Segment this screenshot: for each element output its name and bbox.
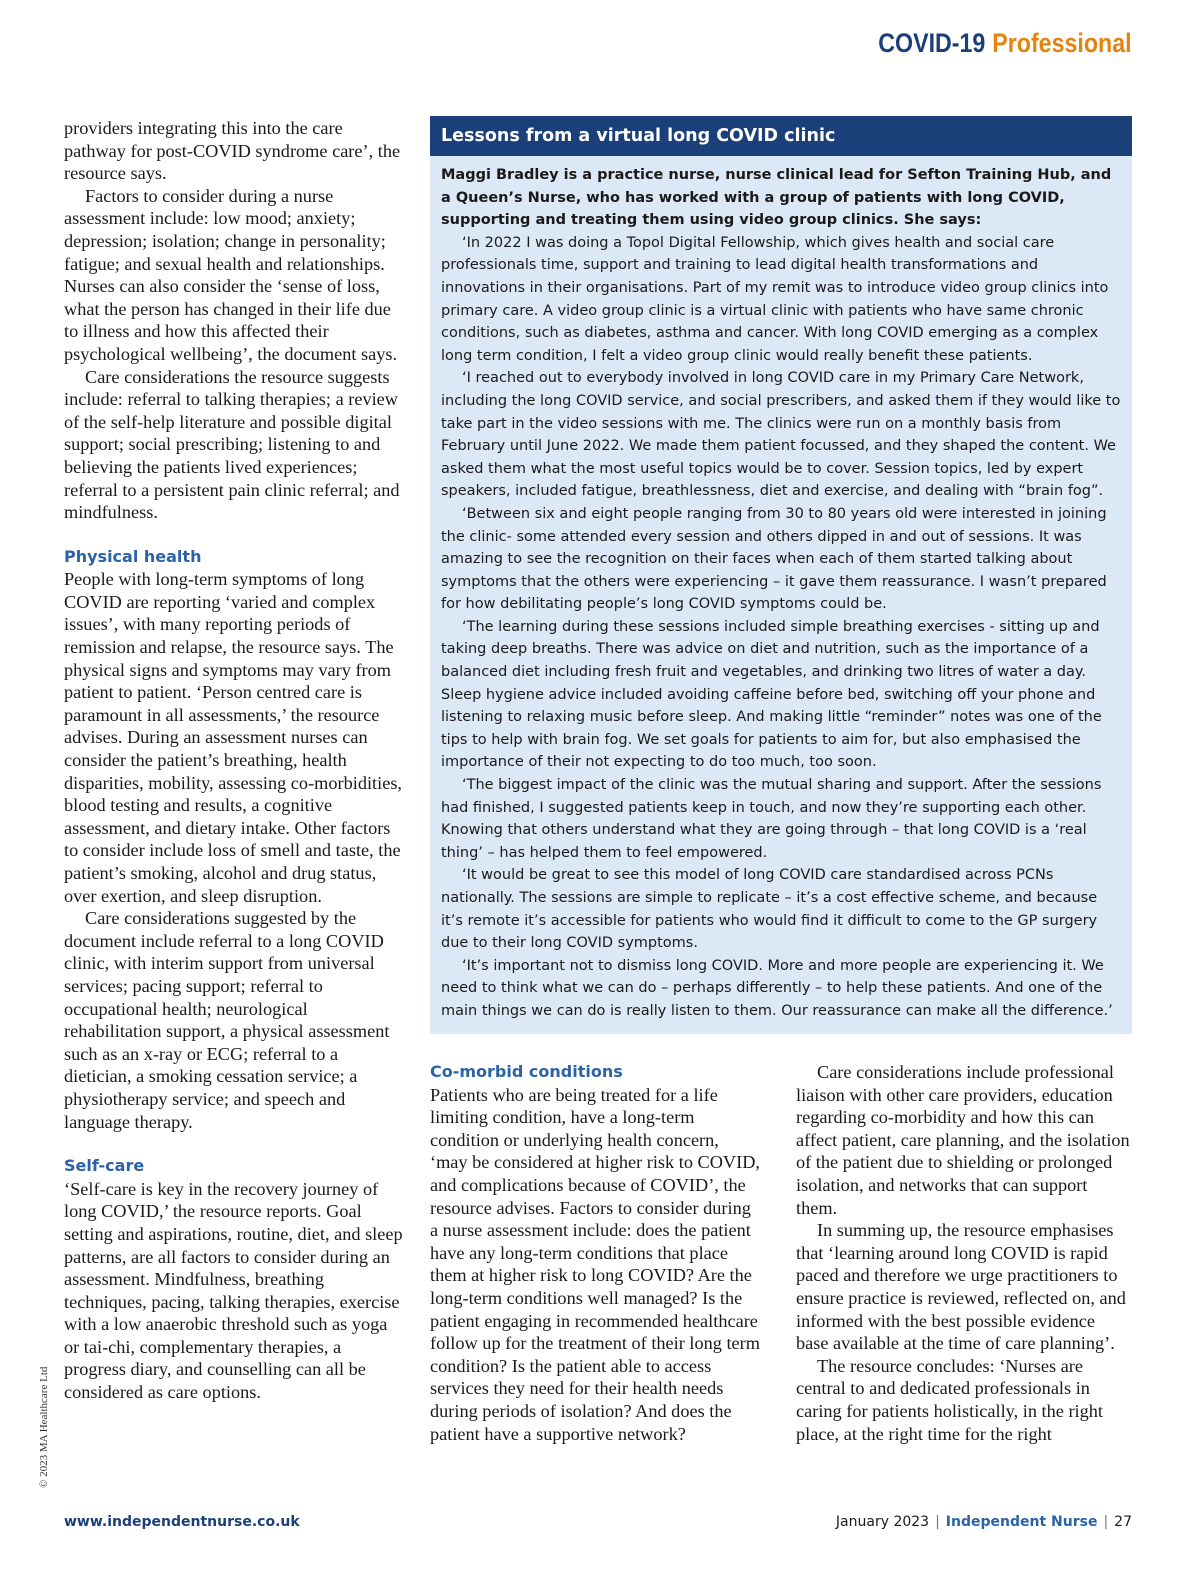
footer-separator: | — [1103, 1514, 1109, 1530]
page-number: 27 — [1114, 1514, 1132, 1530]
box-paragraph: ‘It’s important not to dismiss long COVID. More and more people are experiencing it. We need to think what we can do – perhaps differently – to help these patients. And one of the main things we can do is really listen to them. Our reassurance can make all the difference.’ — [441, 957, 1113, 1019]
paragraph: People with long-term symptoms of long COVID are reporting ‘varied and complex issues’, with many reporting periods of remission and relapse, the resource says. The physical signs and symptoms may vary from patient to patient. ‘Person centred care is paramount in all assessments,’ the resource advises. During an assessment nurses can consider the patient’s breathing, health disparities, mobility, assessing co-morbidities, blood testing and results, a cognitive assessment, and dietary intake. Other factors to consider include loss of smell and taste, the patient’s smoking, alcohol and drug status, over exertion, and sleep disruption. — [64, 569, 402, 906]
section-label-professional: Professional — [992, 28, 1132, 58]
box-paragraph: ‘It would be great to see this model of long COVID care standardised across PCNs nationally. The sessions are simple to replicate – it’s a cost effective scheme, and because it’s remote it’s accessible for patients who would find it difficult to come to the GP surgery due to their long COVID symptoms. — [441, 867, 1098, 952]
box-title: Lessons from a virtual long COVID clinic — [430, 116, 1132, 156]
box-paragraph: ‘I reached out to everybody involved in long COVID care in my Primary Care Network, including the long COVID service, and social prescribers, and asked them if they would like to take part in the video sessions with me. The clinics were run on a monthly basis from February until June 2022. We made them patient focussed, and they shaped the content. We asked them what the most useful topics would be to cover. Session topics, led by expert speakers, included fatigue, breathlessness, diet and exercise, and dealing with “brain fog”. — [441, 370, 1121, 500]
box-paragraph: ‘The learning during these sessions included simple breathing exercises - sitting up and taking deep breaths. There was advice on diet and nutrition, such as the importance of a balanced diet including fresh fruit and vegetables, and drinking two litres of water a day. Sleep hygiene advice included avoiding caffeine before bed, switching off your phone and listening to relaxing music before sleep. And making little “reminder” notes was one of the tips to help with brain fog. We set goals for patients to aim for, but also emphasised the importance of their not expecting to do too much, too soon. — [441, 618, 1102, 771]
footer-separator: | — [935, 1514, 940, 1530]
box-paragraph: ‘Between six and eight people ranging from 30 to 80 years old were interested in joining the clinic- some attended every session and others dipped in and out of sessions. It was amazing to see the recognition on their faces when each of them started talking about symptoms that the others were experiencing – it gave them reassurance. I wasn’t prepared for how debilitating people’s long COVID symptoms could be. — [441, 505, 1107, 613]
box-body — [430, 156, 1132, 1023]
section-label-covid: COVID-19 — [878, 28, 986, 58]
page-header — [879, 28, 1132, 59]
paragraph: The resource concludes: ‘Nurses are central to and dedicated professionals in caring for patients holistically, in the right place, at the right time for the right — [796, 1355, 1103, 1444]
paragraph: Factors to consider during a nurse assessment include: low mood; anxiety; depression; isolation; change in personality; fatigue; and sexual health and relationships. Nurses can also consider the ‘sense of loss, what the person has changed in their life due to illness and how this affected their psychological wellbeing’, the document says. — [64, 185, 398, 364]
paragraph: Care considerations suggested by the document include referral to a long COVID clinic, with interim support from universal services; pacing support; referral to occupational health; neurological rehabilitation support, a physical assessment such as an x-ray or ECG; referral to a dietician, a smoking cessation service; a physiotherapy service; and speech and language therapy. — [64, 908, 390, 1132]
box-intro: Maggi Bradley is a practice nurse, nurse clinical lead for Sefton Training Hub, and a Queen’s Nurse, who has worked with a group of patients with long COVID, supporting and treating them using video group clinics. She says: — [441, 167, 1112, 229]
paragraph: In summing up, the resource emphasises that ‘learning around long COVID is rapid paced and therefore we urge practitioners to ensure practice is reviewed, reflected on, and informed with the best possible evidence base available at the time of care planning’. — [796, 1220, 1126, 1354]
copyright-notice: © 2023 MA Healthcare Ltd — [38, 1366, 50, 1488]
footer-url[interactable]: www.independentnurse.co.uk — [64, 1514, 300, 1530]
footer-info — [836, 1514, 1132, 1530]
box-paragraph: ‘In 2022 I was doing a Topol Digital Fellowship, which gives health and social care professionals time, support and training to lead digital health transformations and innovations in their organisations. Part of my remit was to introduce video group clinics into primary care. A video group clinic is a virtual clinic with patients who have same chronic conditions, such as diabetes, asthma and cancer. With long COVID emerging as a complex long term condition, I felt a video group clinic would really benefit these patients. — [441, 234, 1109, 364]
paragraph: providers integrating this into the care pathway for post-COVID syndrome care’, the resource says. — [64, 118, 401, 184]
subheading-self-care: Self-care — [64, 1156, 145, 1176]
box-paragraph: ‘The biggest impact of the clinic was the mutual sharing and support. After the sessions had finished, I suggested patients keep in touch, and now they’re supporting each other. Knowing that others understand what they are going through – that long COVID is a ‘real thing’ – has helped them to feel empowered. — [441, 777, 1102, 861]
footer-magazine-name: Independent Nurse — [945, 1514, 1098, 1530]
paragraph: Patients who are being treated for a life limiting condition, have a long-term condition or underlying health concern, ‘may be considered at higher risk to COVID, and complications because of COVID’, the resource advises. Factors to consider during a nurse assessment include: does the patient have any long-term conditions that place them at higher risk to long COVID? Are the long-term conditions well managed? Is the patient engaging in recommended healthcare follow up for the treatment of their long term condition? Is the patient able to access services they need for their health needs during periods of isolation? And does the patient have a supportive network? — [430, 1084, 760, 1444]
paragraph: ‘Self-care is key in the recovery journey of long COVID,’ the resource reports. Goal setting and aspirations, routine, diet, and sleep patterns, are all factors to consider during an assessment. Mindfulness, breathing techniques, pacing, talking therapies, exercise with a low anaerobic threshold such as yoga or tai-chi, complementary therapies, a progress diary, and counselling can all be considered as care options. — [64, 1178, 403, 1403]
article-column-3 — [796, 1061, 1132, 1445]
subheading-comorbid-conditions: Co-morbid conditions — [430, 1062, 623, 1081]
spacer — [64, 1133, 404, 1155]
paragraph: Care considerations include professional liaison with other care providers, education regarding co-morbidity and how this can affect patient, care planning, and the isolation of the patient due to shielding or prolonged isolation, and networks that can support them. — [796, 1062, 1130, 1218]
footer-date: January 2023 — [835, 1514, 930, 1530]
article-column-1 — [64, 117, 404, 1404]
paragraph: Care considerations the resource suggests include: referral to talking therapies; a review of the self-help literature and possible digital support; social prescribing; listening to and believing the patients lived experiences; referral to a persistent pain clinic referral; and mindfulness. — [64, 366, 400, 523]
article-column-2 — [430, 1061, 760, 1445]
sidebar-box — [430, 116, 1132, 1034]
subheading-physical-health: Physical health — [64, 546, 202, 566]
spacer — [64, 524, 404, 546]
